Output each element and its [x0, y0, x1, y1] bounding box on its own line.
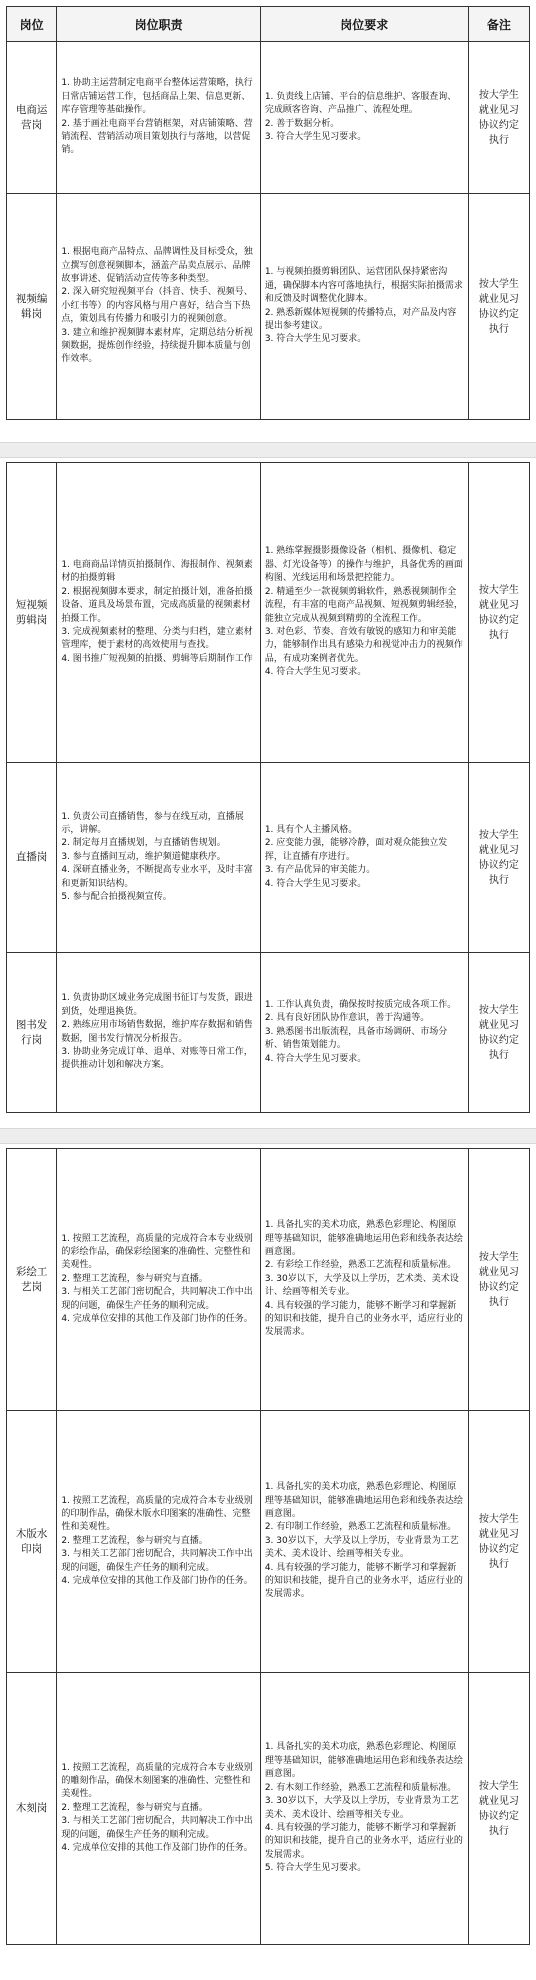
position-note: 按大学生 就业见习 协议约定 执行	[468, 763, 529, 953]
position-requirements: 1. 负责线上店铺、平台的信息维护、客服查询、完成顾客咨询、产品推广、流程处理。 2. 善于数据分析。 3. 符合大学生见习要求。	[260, 42, 468, 194]
position-name: 短视频剪辑岗	[7, 463, 57, 763]
table-row	[7, 42, 530, 194]
position-duties: 1. 按照工艺流程，高质量的完成符合本专业级别的印制作品，确保木版水印图案的准确性、完整性和美观性。 2. 整理工艺流程，参与研究与直播。 3. 与相关工艺部门密切配合，共同解决工作中出现的问题，确保生产任务的顺利完成。 4. 完成单位安排的其他工作及部门协作的任务。	[57, 1411, 261, 1673]
position-note: 按大学生 就业见习 协议约定 执行	[468, 1149, 529, 1411]
position-name: 木刻岗	[7, 1673, 57, 1945]
table-row	[7, 1411, 530, 1673]
position-requirements: 1. 熟练掌握摄影摄像设备（相机、摄像机、稳定器、灯光设备等）的操作与维护，具备优秀的画面构图、光线运用和场景把控能力。 2. 精通至少一款视频剪辑软件，熟悉视频制作全流程，有丰富的电商产品视频、短视频剪辑经验，能独立完成从视频到精剪的全流程工作。 3. 对色彩、节奏、音效有敏锐的感知力和审美能力，能够制作出具有感染力和视觉冲击力的视频作品，有成功案例者优先。 4. 符合大学生见习要求。	[260, 463, 468, 763]
header-requirements: 岗位要求	[260, 7, 468, 42]
position-requirements: 1. 工作认真负责，确保按时按质完成各项工作。 2. 具有良好团队协作意识，善于沟通等。 3. 熟悉图书出版流程，具备市场调研、市场分析、销售策划能力。 4. 符合大学生见习要求。	[260, 953, 468, 1113]
position-note: 按大学生 就业见习 协议约定 执行	[468, 463, 529, 763]
table-row	[7, 953, 530, 1113]
position-name: 直播岗	[7, 763, 57, 953]
position-duties: 1. 按照工艺流程，高质量的完成符合本专业级别的彩绘作品，确保彩绘图案的准确性、完整性和美观性。 2. 整理工艺流程，参与研究与直播。 3. 与相关工艺部门密切配合，共同解决工作中出现的问题，确保生产任务的顺利完成。 4. 完成单位安排的其他工作及部门协作的任务。	[57, 1149, 261, 1411]
job-table-section-2	[6, 462, 530, 1113]
position-note: 按大学生 就业见习 协议约定 执行	[468, 42, 529, 194]
job-table-section-3	[6, 1148, 530, 1945]
position-note: 按大学生 就业见习 协议约定 执行	[468, 1411, 529, 1673]
position-requirements: 1. 与视频拍摄剪辑团队、运营团队保持紧密沟通，确保脚本内容可落地执行，根据实际拍摄需求和反馈及时调整优化脚本。 2. 熟悉新媒体短视频的传播特点，对产品及内容提出参考建议。 3. 符合大学生见习要求。	[260, 194, 468, 420]
header-position: 岗位	[7, 7, 57, 42]
page-break	[0, 1128, 536, 1144]
table-row	[7, 194, 530, 420]
position-name: 彩绘工艺岗	[7, 1149, 57, 1411]
position-note: 按大学生 就业见习 协议约定 执行	[468, 194, 529, 420]
position-name: 图书发行岗	[7, 953, 57, 1113]
table-row	[7, 463, 530, 763]
position-name: 电商运营岗	[7, 42, 57, 194]
position-name: 木版水印岗	[7, 1411, 57, 1673]
position-requirements: 1. 具备扎实的美术功底，熟悉色彩理论、构图原理等基础知识，能够准确地运用色彩和线条表达绘画意图。 2. 有印制工作经验，熟悉工艺流程和质量标准。 3. 30岁以下，大学及以上学历，专业背景为工艺美术、美术设计、绘画等相关专业。 4. 具有较强的学习能力，能够不断学习和掌握新的知识和技能，提升自己的业务水平，适应行业的发展需求。	[260, 1411, 468, 1673]
position-requirements: 1. 具有个人主播风格。 2. 应变能力强，能够冷静，面对观众能独立发挥，让直播有序进行。 3. 有产品优异的审美能力。 4. 符合大学生见习要求。	[260, 763, 468, 953]
job-table-section-1	[6, 6, 530, 420]
position-note: 按大学生 就业见习 协议约定 执行	[468, 953, 529, 1113]
position-duties: 1. 按照工艺流程，高质量的完成符合本专业级别的雕刻作品，确保木刻图案的准确性、完整性和美观性。 2. 整理工艺流程，参与研究与直播。 3. 与相关工艺部门密切配合，共同解决工作中出现的问题，确保生产任务的顺利完成。 4. 完成单位安排的其他工作及部门协作的任务。	[57, 1673, 261, 1945]
table-row	[7, 1149, 530, 1411]
position-name: 视频编辑岗	[7, 194, 57, 420]
header-duties: 岗位职责	[57, 7, 261, 42]
table-row	[7, 1673, 530, 1945]
header-notes: 备注	[468, 7, 529, 42]
position-duties: 1. 协助主运营制定电商平台整体运营策略，执行日常店铺运营工作，包括商品上架、信息更新、库存管理等基础操作。 2. 基于画社电商平台营销框架，对店铺策略、营销流程、营销活动项目策划执行与落地，以营促销。	[57, 42, 261, 194]
position-duties: 1. 根据电商产品特点、品牌调性及目标受众，独立撰写创意视频脚本，涵盖产品卖点展示、品牌故事讲述、促销活动宣传等多种类型。 2. 深入研究短视频平台（抖音、快手、视频号、小红书等）的内容风格与用户喜好，结合当下热点，策划具有传播力和吸引力的视频创意。 3. 建立和维护视频脚本素材库，定期总结分析视频数据，提炼创作经验，持续提升脚本质量与创作效率。	[57, 194, 261, 420]
position-requirements: 1. 具备扎实的美术功底，熟悉色彩理论、构图原理等基础知识，能够准确地运用色彩和线条表达绘画意图。 2. 有彩绘工作经验，熟悉工艺流程和质量标准。 3. 30岁以下，大学及以上学历，艺术类、美术设计、绘画等相关专业。 4. 具有较强的学习能力，能够不断学习和掌握新的知识和技能，提升自己的业务水平，适应行业的发展需求。	[260, 1149, 468, 1411]
page-break	[0, 442, 536, 458]
position-duties: 1. 负责协助区域业务完成图书征订与发货，跟进到货，处理退换货。 2. 熟练应用市场销售数据，维护库存数据和销售数据，图书发行情况分析报告。 3. 协助业务完成订单、退单、对账等日常工作，提供推动计划和解决方案。	[57, 953, 261, 1113]
position-note: 按大学生 就业见习 协议约定 执行	[468, 1673, 529, 1945]
table-header-row	[7, 7, 530, 42]
position-duties: 1. 电商商品详情页拍摄制作、海报制作、视频素材的拍摄剪辑 2. 根据视频脚本要求，制定拍摄计划，准备拍摄设备、道具及场景布置，完成高质量的视频素材拍摄工作。 3. 完成视频素材的整理、分类与归档，建立素材管理库，便于素材的高效使用与查找。 4. 图书推广短视频的拍摄、剪辑等后期制作工作	[57, 463, 261, 763]
position-duties: 1. 负责公司直播销售，参与在线互动，直播展示，讲解。 2. 制定每月直播规划，与直播销售规划。 3. 参与直播间互动，维护频道健康秩序。 4. 深研直播业务，不断提高专业水平，及时丰富和更新知识结构。 5. 参与配合拍摄视频宣传。	[57, 763, 261, 953]
table-row	[7, 763, 530, 953]
position-requirements: 1. 具备扎实的美术功底，熟悉色彩理论、构图原理等基础知识，能够准确地运用色彩和线条表达绘画意图。 2. 有木刻工作经验，熟悉工艺流程和质量标准。 3. 30岁以下，大学及以上学历，专业背景为工艺美术、美术设计、绘画等相关专业。 4. 具有较强的学习能力，能够不断学习和掌握新的知识和技能，提升自己的业务水平，适应行业的发展需求。 5. 符合大学生见习要求。	[260, 1673, 468, 1945]
